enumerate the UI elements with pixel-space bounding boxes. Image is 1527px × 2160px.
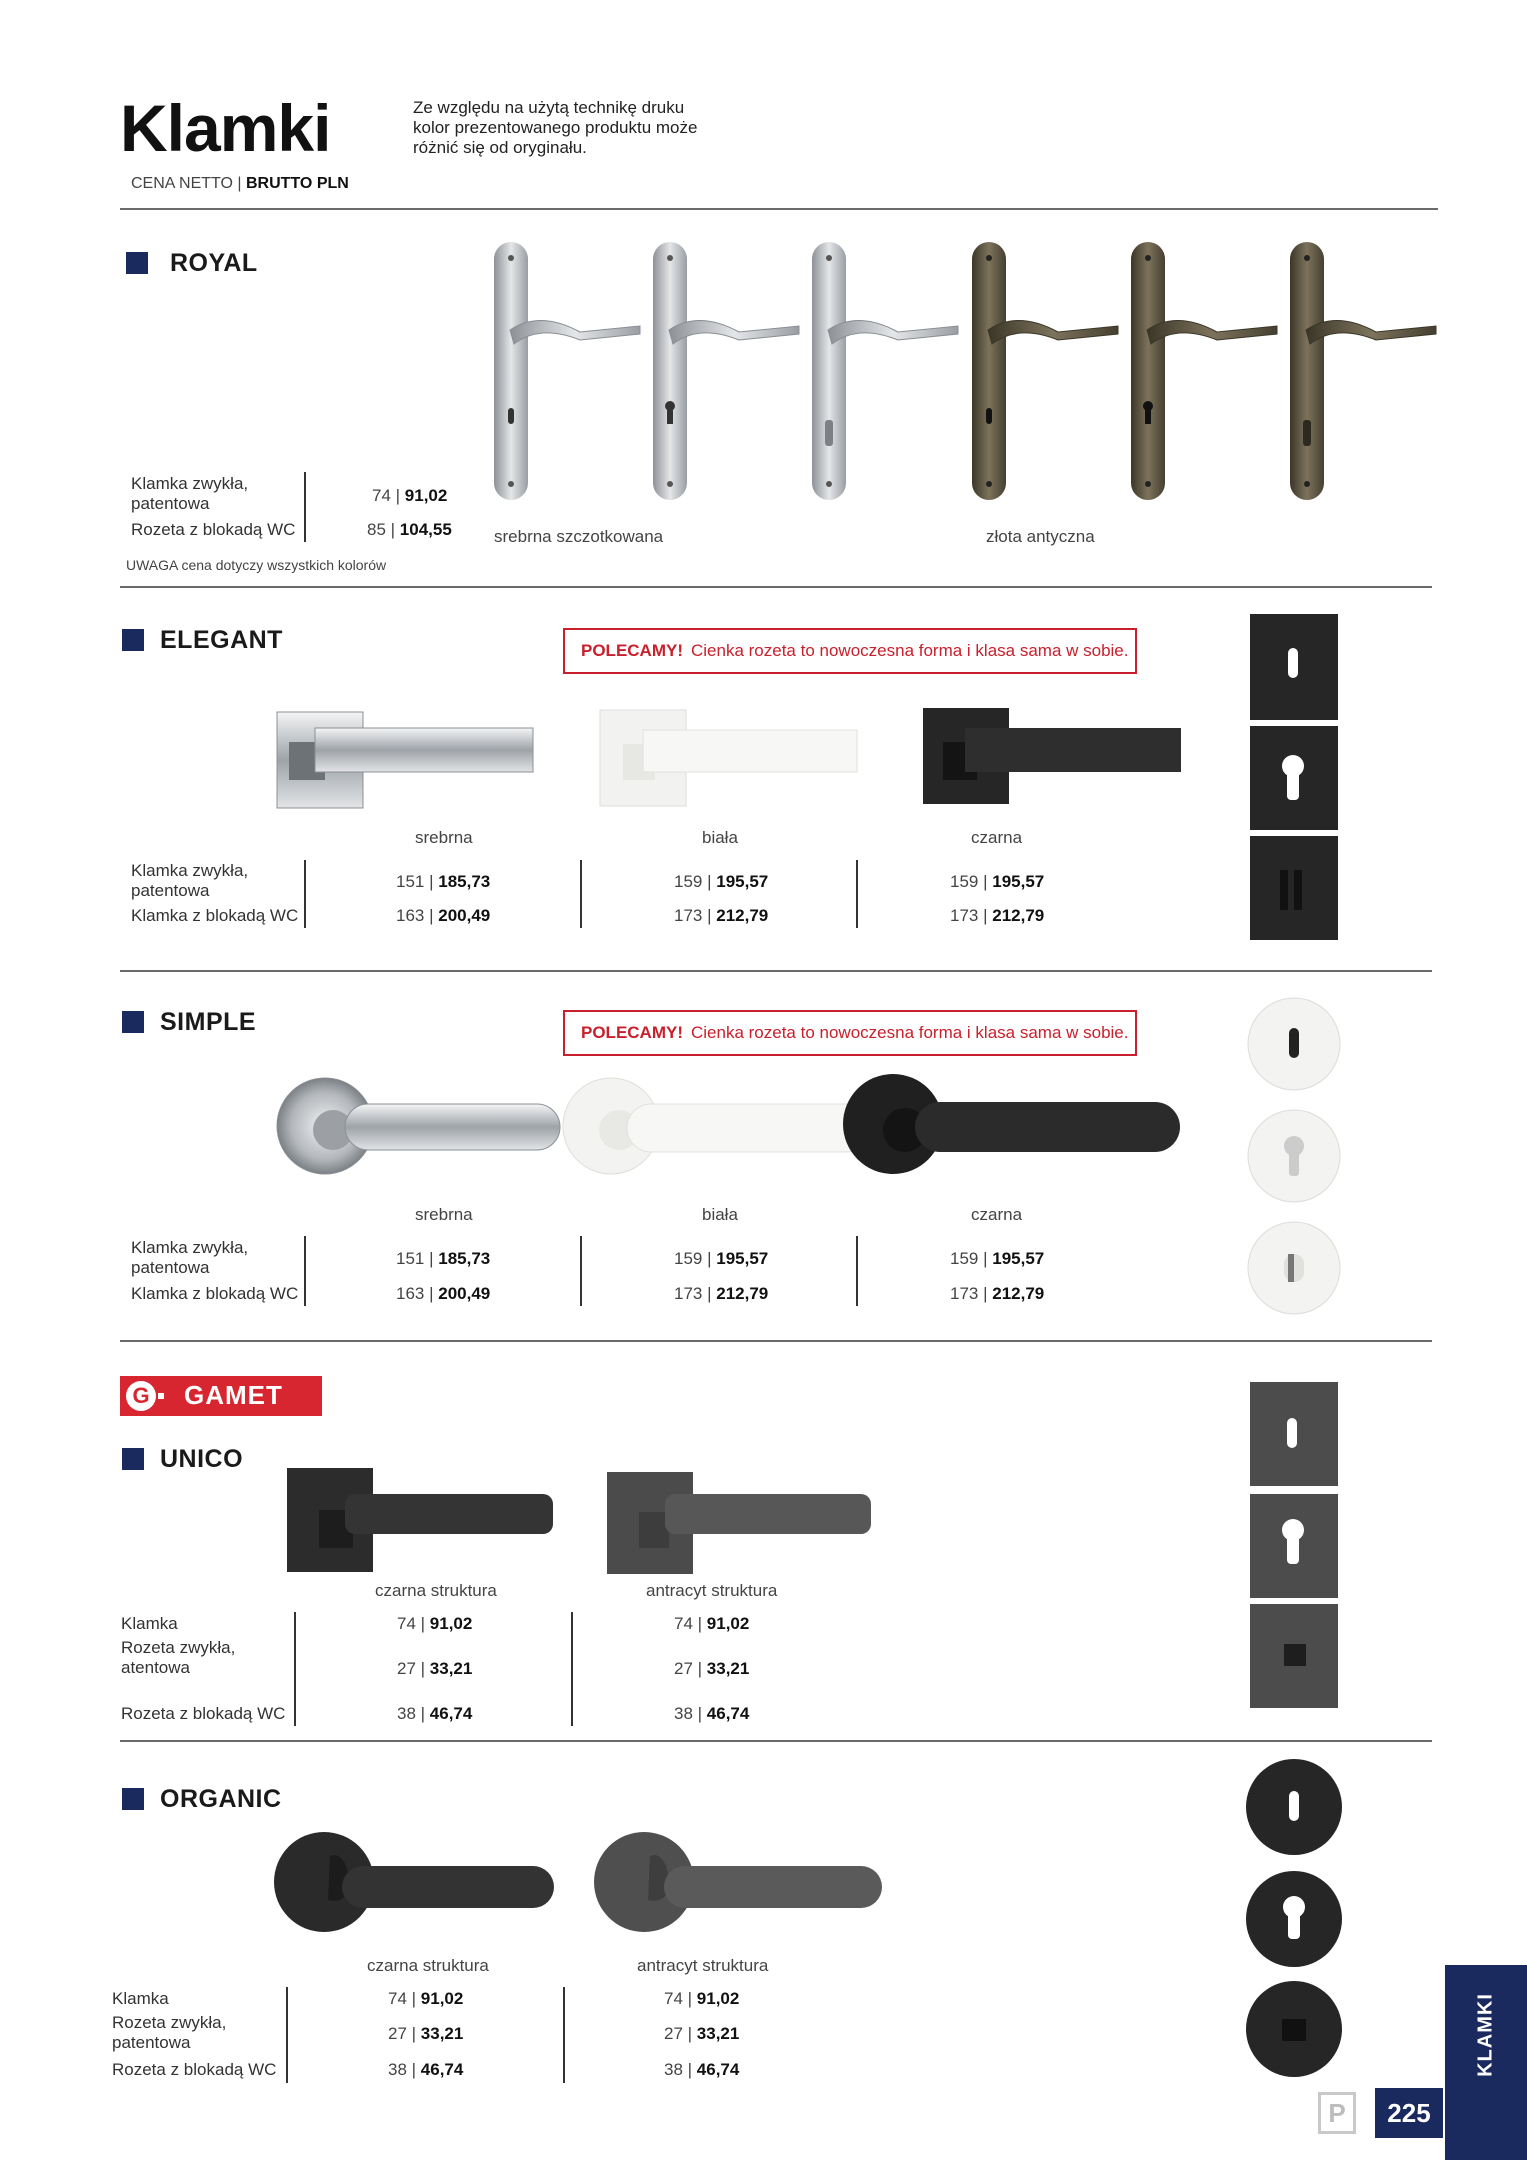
section-title-organic: ORGANIC: [160, 1785, 282, 1813]
organic-rosettes-image: [1244, 1757, 1344, 2087]
section-title-unico: UNICO: [160, 1445, 244, 1473]
organic-price: 27 | 33,21: [664, 2024, 740, 2043]
elegant-handle-black: [923, 708, 1181, 804]
unico-price: 38 | 46,74: [397, 1704, 473, 1723]
simple-color-white: biała: [702, 1205, 738, 1224]
recommendation-box: POLECAMY! Cienka rozeta to nowoczesna forma i klasa sama w sobie.: [563, 1010, 1137, 1056]
column-divider: [563, 1987, 565, 2083]
royal-bronze-handle-wc: [1290, 242, 1436, 500]
elegant-rosettes-image: [1248, 612, 1340, 942]
simple-color-black: czarna: [971, 1205, 1023, 1224]
rosette-key-round-icon: [1246, 1759, 1342, 1855]
section-marker: [122, 629, 144, 651]
royal-bronze-handle-1: [972, 242, 1118, 500]
elegant-price: 173 | 212,79: [950, 906, 1045, 925]
unico-label-2: Rozeta zwykła, atentowa: [121, 1638, 236, 1677]
simple-color-silver: srebrna: [415, 1205, 473, 1224]
organic-price: 74 | 91,02: [664, 1989, 740, 2008]
rosette-cylinder-square-icon: [1250, 726, 1338, 830]
elegant-handle-white: [600, 710, 857, 806]
price-legend: CENA NETTO | BRUTTO PLN: [131, 175, 349, 192]
organic-color-anthracite: antracyt struktura: [637, 1956, 769, 1975]
royal-label-1: Klamka zwykła, patentowa: [131, 474, 249, 513]
gamet-logo-icon: G: [126, 1381, 156, 1411]
divider: [120, 208, 1438, 210]
royal-warning: UWAGA cena dotyczy wszystkich kolorów: [126, 557, 387, 573]
organic-handle-black: [274, 1832, 554, 1932]
rosette-cylinder-square-icon: [1250, 1494, 1338, 1598]
organic-handles-image: [272, 1826, 892, 1936]
section-marker: [122, 1011, 144, 1033]
column-divider: [286, 1987, 288, 2083]
unico-label-3: Rozeta z blokadą WC: [121, 1704, 286, 1723]
organic-label-1: Klamka: [112, 1989, 169, 2008]
unico-color-anthracite: antracyt struktura: [646, 1581, 778, 1600]
page-title: Klamki: [120, 91, 331, 165]
organic-color-black: czarna struktura: [367, 1956, 489, 1975]
divider: [120, 1340, 1432, 1342]
gamet-logo: G GAMET: [120, 1376, 322, 1416]
organic-label-2: Rozeta zwykła, patentowa: [112, 2013, 227, 2052]
simple-price: 159 | 195,57: [674, 1249, 769, 1268]
rosette-cylinder-round-icon: [1248, 1110, 1340, 1202]
unico-handle-anthracite: [607, 1472, 871, 1574]
rosette-wc-round-icon: [1248, 1222, 1340, 1314]
unico-price: 27 | 33,21: [397, 1659, 473, 1678]
column-divider: [304, 472, 306, 542]
column-divider: [571, 1612, 573, 1726]
simple-price: 173 | 212,79: [950, 1284, 1045, 1303]
simple-handle-white: [563, 1078, 869, 1174]
rosette-wc-square-icon: [1250, 1604, 1338, 1708]
recommendation-box: POLECAMY! Cienka rozeta to nowoczesna forma i klasa sama w sobie.: [563, 628, 1137, 674]
unico-price: 27 | 33,21: [674, 1659, 750, 1678]
simple-label-2: Klamka z blokadą WC: [131, 1284, 299, 1303]
unico-handle-black: [287, 1468, 553, 1572]
unico-price: 74 | 91,02: [397, 1614, 473, 1633]
elegant-price: 173 | 212,79: [674, 906, 769, 925]
simple-handle-black: [843, 1074, 1180, 1174]
section-tab: KLAMKI: [1445, 1965, 1527, 2160]
section-marker: [122, 1788, 144, 1810]
elegant-handle-silver: [277, 712, 533, 808]
simple-price: 159 | 195,57: [950, 1249, 1045, 1268]
column-divider: [856, 860, 858, 928]
royal-silver-handle-1: [494, 242, 640, 500]
elegant-label-2: Klamka z blokadą WC: [131, 906, 299, 925]
elegant-label-1: Klamka zwykła, patentowa: [131, 861, 249, 900]
royal-handles-image: [480, 240, 1440, 510]
simple-price: 173 | 212,79: [674, 1284, 769, 1303]
rosette-key-round-icon: [1248, 998, 1340, 1090]
rosette-wc-square-icon: [1250, 836, 1338, 940]
elegant-price: 151 | 185,73: [396, 872, 491, 891]
section-marker: [126, 252, 148, 274]
divider: [120, 970, 1432, 972]
unico-price: 74 | 91,02: [674, 1614, 750, 1633]
royal-price-2: 85 | 104,55: [367, 520, 452, 539]
unico-color-black: czarna struktura: [375, 1581, 497, 1600]
section-title-elegant: ELEGANT: [160, 626, 283, 654]
organic-handle-anthracite: [594, 1832, 882, 1932]
publisher-logo-icon: P: [1318, 2092, 1356, 2134]
unico-label-1: Klamka: [121, 1614, 178, 1633]
rosette-cylinder-round-icon: [1246, 1871, 1342, 1967]
organic-price: 74 | 91,02: [388, 1989, 464, 2008]
organic-price: 38 | 46,74: [664, 2060, 740, 2079]
organic-price: 27 | 33,21: [388, 2024, 464, 2043]
divider: [120, 1740, 1432, 1742]
rosette-key-square-icon: [1250, 614, 1338, 720]
rosette-key-square-icon: [1250, 1382, 1338, 1486]
print-note: Ze względu na użytą technikę druku kolor prezentowanego produktu może różnić się od oryginału.: [413, 98, 698, 157]
column-divider: [580, 860, 582, 928]
section-marker: [122, 1448, 144, 1470]
unico-price: 38 | 46,74: [674, 1704, 750, 1723]
divider: [120, 586, 1432, 588]
simple-handles-image: [275, 1068, 1195, 1188]
organic-label-3: Rozeta z blokadą WC: [112, 2060, 277, 2079]
elegant-price: 159 | 195,57: [950, 872, 1045, 891]
elegant-price: 163 | 200,49: [396, 906, 491, 925]
column-divider: [304, 860, 306, 928]
section-title-royal: ROYAL: [170, 249, 258, 277]
elegant-color-white: biała: [702, 828, 738, 847]
simple-price: 163 | 200,49: [396, 1284, 491, 1303]
column-divider: [304, 1236, 306, 1306]
column-divider: [580, 1236, 582, 1306]
royal-color-gold: złota antyczna: [986, 527, 1095, 546]
royal-silver-handle-2: [653, 242, 799, 500]
royal-price-1: 74 | 91,02: [372, 486, 448, 505]
simple-price: 151 | 185,73: [396, 1249, 491, 1268]
elegant-color-silver: srebrna: [415, 828, 473, 847]
column-divider: [856, 1236, 858, 1306]
royal-color-silver: srebrna szczotkowana: [494, 527, 664, 546]
organic-price: 38 | 46,74: [388, 2060, 464, 2079]
elegant-price: 159 | 195,57: [674, 872, 769, 891]
unico-rosettes-image: [1248, 1380, 1340, 1710]
simple-label-1: Klamka zwykła, patentowa: [131, 1238, 249, 1277]
section-title-simple: SIMPLE: [160, 1008, 257, 1036]
page-number: 225: [1375, 2088, 1443, 2138]
elegant-handles-image: [275, 700, 1195, 810]
unico-handles-image: [285, 1466, 885, 1576]
simple-rosettes-image: [1244, 996, 1344, 1326]
rosette-wc-round-icon: [1246, 1981, 1342, 2077]
elegant-color-black: czarna: [971, 828, 1023, 847]
royal-label-2: Rozeta z blokadą WC: [131, 520, 296, 539]
royal-silver-handle-wc: [812, 242, 958, 500]
simple-handle-silver: [277, 1078, 560, 1174]
royal-bronze-handle-2: [1131, 242, 1277, 500]
column-divider: [294, 1612, 296, 1726]
